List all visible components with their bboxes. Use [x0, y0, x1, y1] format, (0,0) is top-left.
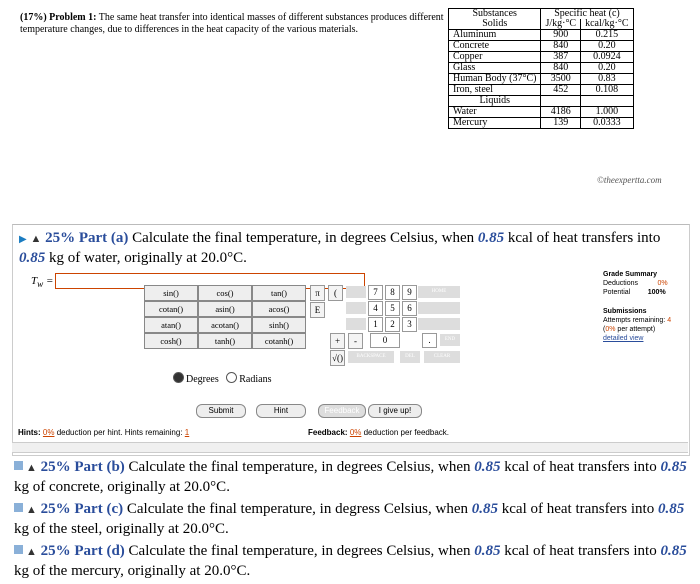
degrees-radio-icon[interactable] [173, 372, 184, 383]
sin-button[interactable]: sin() [144, 285, 198, 301]
blank-key[interactable] [418, 302, 460, 314]
digit-2-button[interactable]: 2 [385, 317, 400, 332]
acotan-button[interactable]: acotan() [198, 317, 252, 333]
cotan-button[interactable]: cotan() [144, 301, 198, 317]
sqrt-button[interactable]: √() [330, 350, 345, 366]
collapsed-part-icon [14, 461, 23, 470]
clear-key[interactable]: CLEAR [424, 351, 460, 363]
submit-button[interactable]: Submit [196, 404, 246, 418]
acos-button[interactable]: acos() [252, 301, 306, 317]
part-a-question: ▶ ▲ 25% Part (a) Calculate the final temperature, in degrees Celsius, when 0.85 kcal of heat transfers into 0.85 kg of water, originally at 20.0°C. [19, 230, 661, 266]
backspace-key[interactable]: BACKSPACE [348, 351, 394, 363]
pi-button[interactable]: π [310, 285, 325, 301]
specific-heat-table [448, 8, 634, 129]
table-row: Glass 840 0.20 [449, 63, 634, 74]
digit-7-button[interactable]: 7 [368, 285, 383, 300]
part-a-mass-value: 0.85 [19, 250, 46, 266]
warning-icon: ▲ [26, 462, 37, 474]
table-row: Human Body (37°C) 3500 0.83 [449, 74, 634, 85]
table-row: Aluminum 900 0.215 [449, 30, 634, 41]
digit-3-button[interactable]: 3 [402, 317, 417, 332]
blank-key[interactable] [418, 318, 460, 330]
cos-button[interactable]: cos() [198, 285, 252, 301]
cosh-button[interactable]: cosh() [144, 333, 198, 349]
digit-4-button[interactable]: 4 [368, 301, 383, 316]
blank-key[interactable] [346, 318, 366, 330]
part-a-heat-value: 0.85 [477, 230, 505, 246]
end-key[interactable]: END [440, 334, 460, 346]
home-key[interactable]: HOME [418, 286, 460, 298]
table-row: Mercury 139 0.0333 [449, 118, 634, 129]
part-a-percent: 25% [45, 230, 76, 246]
e-button[interactable]: E [310, 302, 325, 318]
digit-1-button[interactable]: 1 [368, 317, 383, 332]
decimal-button[interactable]: . [422, 333, 437, 348]
angle-mode [173, 372, 271, 385]
grade-summary: Grade Summary Deductions 0% Potential 100% Submissions Attempts remaining: 4 (0% per attempt) detailed view [603, 271, 672, 342]
hints-info: Hints: 0% deduction per hint. Hints remaining: 1 [18, 428, 190, 437]
table-header-specific-heat: Specific heat (c) [541, 9, 633, 20]
radians-radio-icon[interactable] [226, 372, 237, 383]
minus-button[interactable]: - [348, 333, 363, 349]
give-up-button[interactable]: I give up! [368, 404, 422, 418]
cotanh-button[interactable]: cotanh() [252, 333, 306, 349]
divider [12, 442, 688, 453]
part-d-question[interactable]: ▲ 25% Part (d) Calculate the final temperature, in degrees Celsius, when 0.85 kcal of heat transfers into 0.85 kg of the mercury, originally at 20.0°C. [14, 543, 687, 579]
answer-label: $T_w$ = [31, 275, 54, 290]
del-key[interactable]: DEL [400, 351, 420, 363]
part-b-question[interactable]: ▲ 25% Part (b) Calculate the final temperature, in degrees Celsius, when 0.85 kcal of heat transfers into 0.85 kg of concrete, originally at 20.0°C. [14, 459, 687, 495]
problem-text [20, 12, 455, 36]
digit-0-button[interactable]: 0 [370, 333, 400, 348]
table-row: Copper 387 0.0924 [449, 52, 634, 63]
warning-icon: ▲ [26, 546, 37, 558]
detailed-view-link[interactable]: detailed view [603, 335, 644, 342]
table-row: Water 4186 1.000 [449, 107, 634, 118]
part-a-label: Part (a) [78, 230, 129, 246]
degrees-label: Degrees [186, 374, 219, 385]
tanh-button[interactable]: tanh() [198, 333, 252, 349]
grade-summary-title: Grade Summary [603, 271, 658, 278]
table-unit-j: J/kg·°C [541, 19, 581, 30]
digit-5-button[interactable]: 5 [385, 301, 400, 316]
copyright-text: ©theexpertta.com [597, 175, 662, 185]
warning-icon: ▲ [26, 504, 37, 516]
submissions-title: Submissions [603, 308, 647, 315]
digit-8-button[interactable]: 8 [385, 285, 400, 300]
expand-arrow-icon[interactable]: ▶ [19, 234, 27, 245]
table-unit-kcal: kcal/kg·°C [581, 19, 633, 30]
table-subheader-solids: Solids [449, 19, 541, 30]
radians-label: Radians [239, 374, 272, 385]
other-parts-list [14, 458, 690, 584]
sinh-button[interactable]: sinh() [252, 317, 306, 333]
table-row: Iron, steel 452 0.108 [449, 85, 634, 96]
blank-key[interactable] [346, 302, 366, 314]
problem-label: (17%) Problem 1: [20, 12, 97, 23]
table-row: Concrete 840 0.20 [449, 41, 634, 52]
problem-body: The same heat transfer into identical masses of different substances produces different temperature changes, due to differences in the heat capacity of the various materials. [20, 12, 444, 35]
blank-key[interactable] [346, 286, 366, 298]
collapsed-part-icon [14, 503, 23, 512]
table-subheader-row [449, 96, 634, 107]
plus-button[interactable]: + [330, 333, 345, 349]
warning-icon: ▲ [30, 233, 42, 245]
collapsed-part-icon [14, 545, 23, 554]
hint-button[interactable]: Hint [256, 404, 306, 418]
part-c-question[interactable]: ▲ 25% Part (c) Calculate the final temperature, in degress Celsius, when 0.85 kcal of heat transfers into 0.85 kg of the steel, originally at 20.0°C. [14, 501, 685, 537]
feedback-info: Feedback: 0% deduction per feedback. [308, 428, 450, 437]
open-paren-button[interactable]: ( [328, 285, 343, 301]
table-subheader-liquids: Liquids [449, 96, 541, 107]
digit-6-button[interactable]: 6 [402, 301, 417, 316]
atan-button[interactable]: atan() [144, 317, 198, 333]
digit-9-button[interactable]: 9 [402, 285, 417, 300]
feedback-button[interactable]: Feedback [318, 404, 366, 418]
table-header-substances: Substances [449, 9, 541, 20]
asin-button[interactable]: asin() [198, 301, 252, 317]
tan-button[interactable]: tan() [252, 285, 306, 301]
